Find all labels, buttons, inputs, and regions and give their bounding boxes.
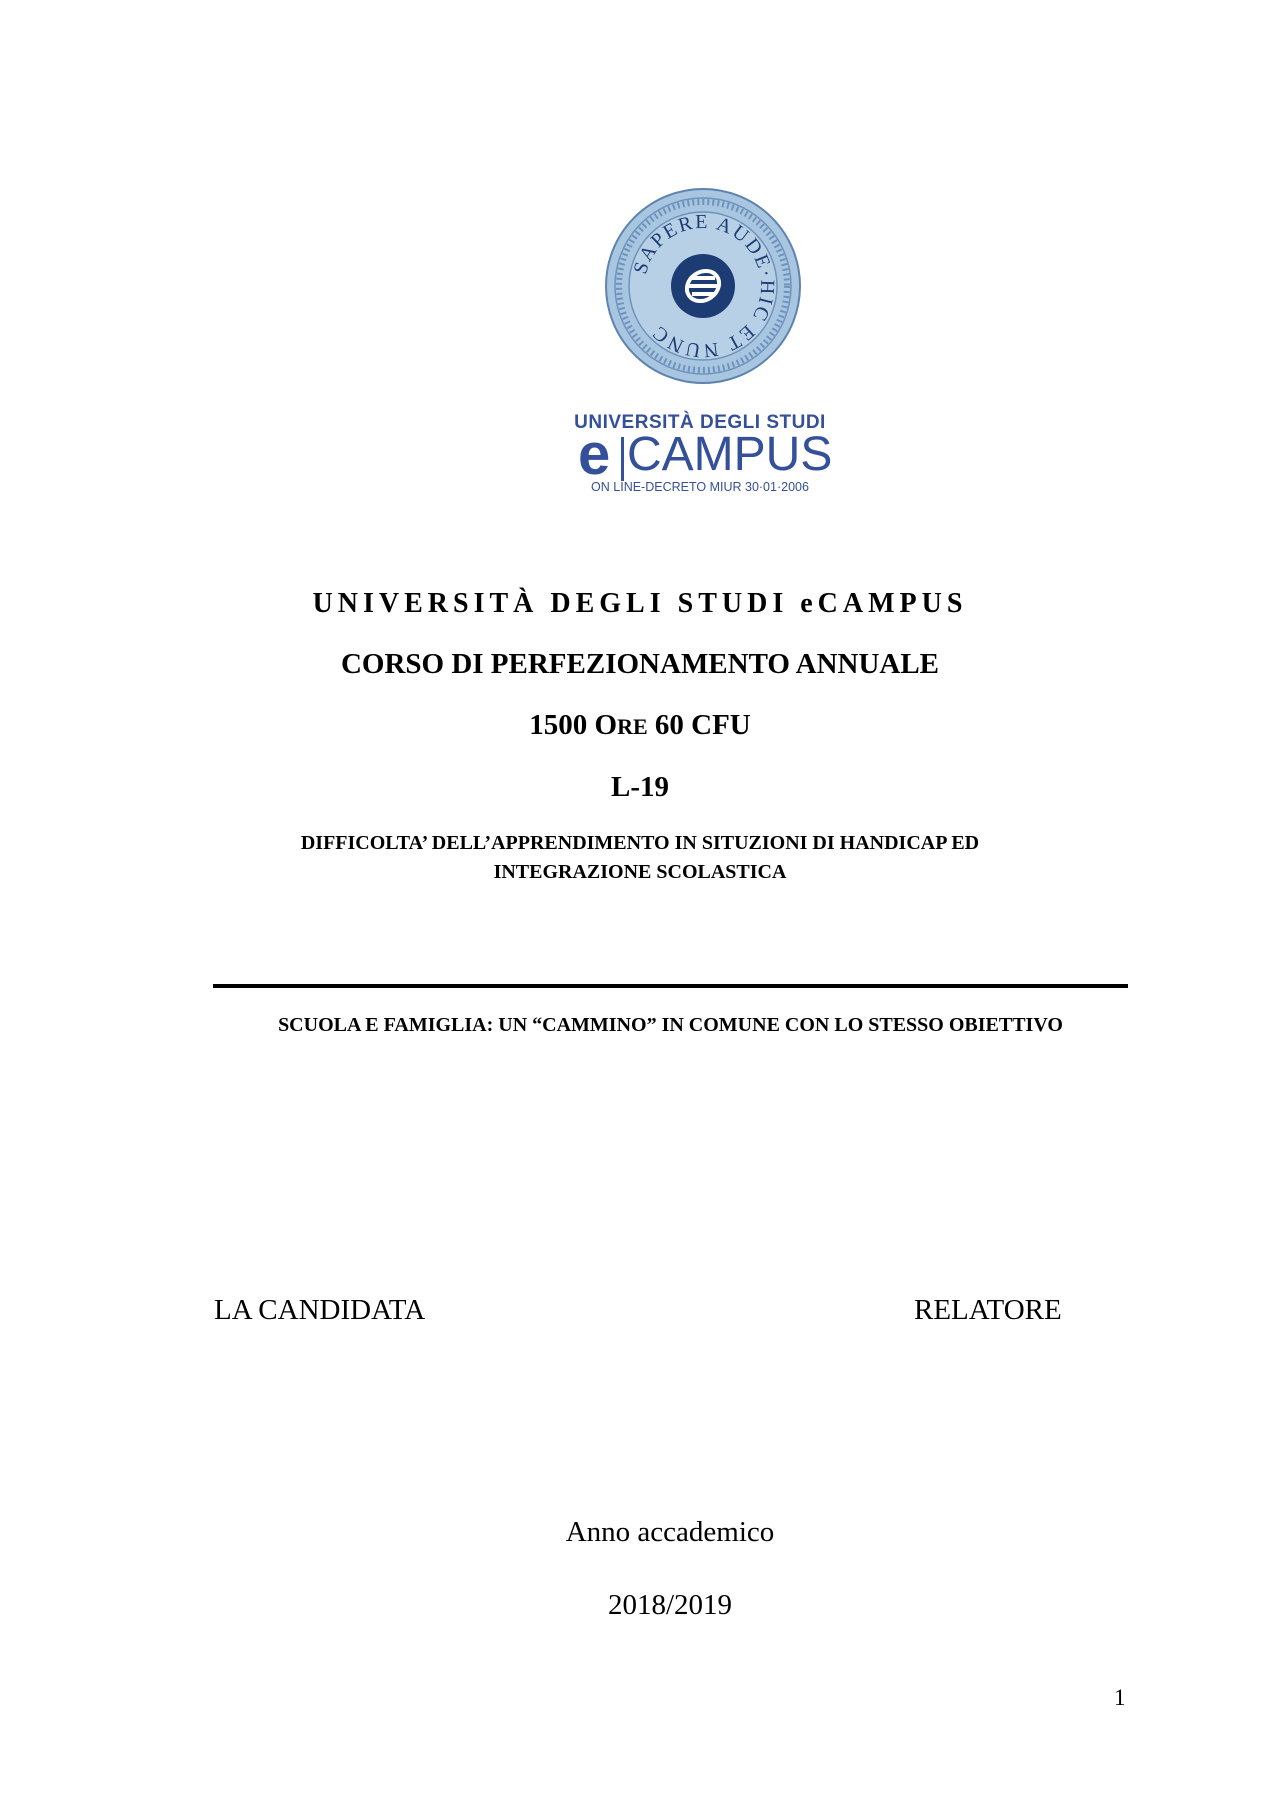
hours-number: 1500 <box>529 709 588 741</box>
university-seal-logo <box>604 187 802 385</box>
horizontal-rule <box>213 984 1128 988</box>
course-code: L-19 <box>611 771 669 803</box>
logo-campus-text: CAMPUS <box>627 428 833 481</box>
thesis-title: SCUOLA E FAMIGLIA: UN “CAMMINO” IN COMUNE CON LO STESSO OBIETTIVO <box>278 1014 1063 1036</box>
hours-credits-line <box>0 709 1280 742</box>
logo-e-letter: e <box>578 422 611 487</box>
logo-divider-bar <box>621 437 624 481</box>
page-number: 1 <box>1114 1685 1126 1710</box>
academic-year-label: Anno accademico <box>565 1516 775 1548</box>
logo-university-text: UNIVERSITÀ DEGLI STUDI <box>574 412 826 433</box>
topic-line-2: INTEGRAZIONE SCOLASTICA <box>493 861 787 883</box>
course-title: CORSO DI PERFEZIONAMENTO ANNUALE <box>340 648 940 680</box>
candidate-label: LA CANDIDATA <box>214 1294 426 1326</box>
academic-year-value: 2018/2019 <box>607 1589 733 1621</box>
topic-line-1: DIFFICOLTA’ DELL’APPRENDIMENTO IN SITUZIONI DI HANDICAP ED <box>300 832 980 854</box>
seal-motto: SAPERE AUDE·HIC ET NUNC <box>629 210 779 362</box>
logo-decree-text: ON LINE-DECRETO MIUR 30·01·2006 <box>591 480 809 494</box>
advisor-label: RELATORE <box>914 1294 1062 1326</box>
hours-unit-rest: RE <box>617 714 648 739</box>
hours-unit-initial: O <box>594 709 618 741</box>
university-title: UNIVERSITÀ DEGLI STUDI eCAMPUS <box>312 588 968 619</box>
credits: 60 CFU <box>654 709 751 741</box>
